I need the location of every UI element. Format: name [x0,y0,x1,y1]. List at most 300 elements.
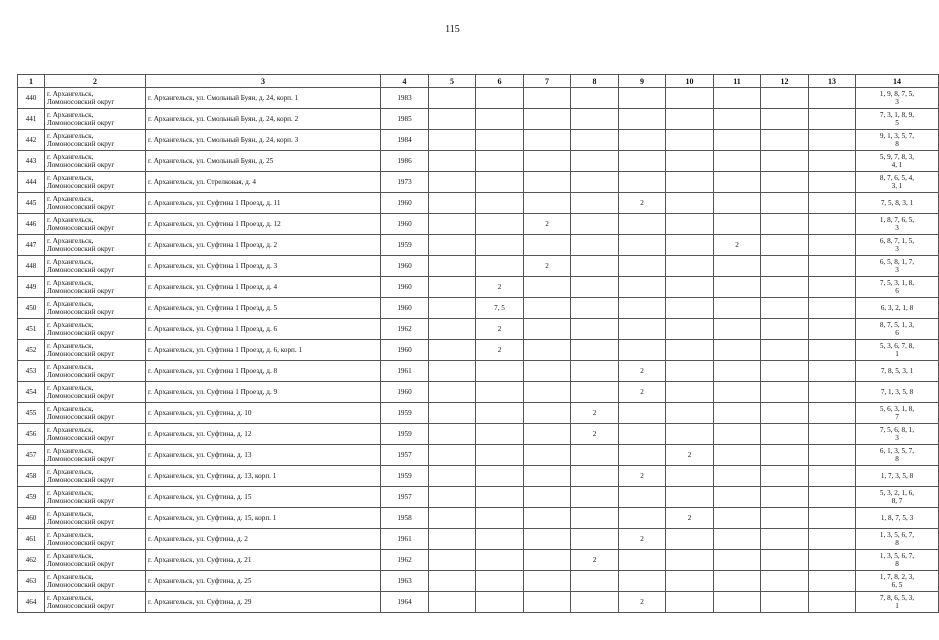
year-cell: 1961 [381,361,429,382]
region-cell [45,466,146,487]
year-cell: 1957 [381,445,429,466]
sequence-cell [856,172,939,193]
value-cell-12 [761,550,809,571]
year-cell: 1963 [381,571,429,592]
table-row [18,361,939,382]
sequence-cell-line: 6, 1, 3, 5, 7, [879,447,915,455]
value-cell-5 [429,319,476,340]
table-row [18,319,939,340]
value-cell-9: 2 [619,361,666,382]
address-cell: г. Архангельск, ул. Суфтина, д. 10 [146,403,381,424]
sequence-cell-line: 5, 9, 7, 8, 3, [879,153,915,161]
value-cell-7 [524,529,571,550]
address-cell: г. Архангельск, ул. Суфтина, д. 25 [146,571,381,592]
row-number: 444 [18,172,45,193]
sequence-cell-line: 1, 8, 7, 5, 3 [880,514,914,522]
value-cell-9 [619,88,666,109]
region-cell-line: г. Архангельск, [47,321,94,329]
sequence-cell [856,193,939,214]
value-cell-10 [666,172,714,193]
value-cell-9 [619,151,666,172]
value-cell-7 [524,319,571,340]
value-cell-11 [714,550,761,571]
region-cell [45,193,146,214]
value-cell-6: 7, 5 [476,298,524,319]
value-cell-7 [524,172,571,193]
region-cell [45,88,146,109]
value-cell-12 [761,172,809,193]
row-number: 447 [18,235,45,256]
row-number: 449 [18,277,45,298]
year-cell: 1973 [381,172,429,193]
value-cell-13 [809,529,856,550]
value-cell-8 [571,235,619,256]
value-cell-8 [571,592,619,613]
value-cell-12 [761,592,809,613]
address-cell: г. Архангельск, ул. Суфтина 1 Проезд, д. 12 [146,214,381,235]
value-cell-6 [476,235,524,256]
sequence-cell [856,403,939,424]
value-cell-7 [524,193,571,214]
table-row [18,193,939,214]
value-cell-11 [714,487,761,508]
value-cell-10 [666,529,714,550]
value-cell-13 [809,571,856,592]
value-cell-13 [809,214,856,235]
sequence-cell-line: 7, 3, 1, 8, 9, [879,111,915,119]
region-cell [45,550,146,571]
value-cell-8 [571,172,619,193]
address-cell: г. Архангельск, ул. Суфтина, д. 13, корп. 1 [146,466,381,487]
value-cell-8: 2 [571,424,619,445]
year-cell: 1960 [381,298,429,319]
value-cell-13 [809,445,856,466]
value-cell-8 [571,361,619,382]
value-cell-9: 2 [619,466,666,487]
region-cell [45,340,146,361]
address-cell: г. Архангельск, ул. Стрелковая, д. 4 [146,172,381,193]
value-cell-8 [571,382,619,403]
value-cell-8 [571,487,619,508]
address-cell: г. Архангельск, ул. Суфтина 1 Проезд, д. 11 [146,193,381,214]
sequence-cell-line: 9, 1, 3, 5, 7, [879,132,915,140]
column-header-2: 2 [45,75,146,88]
region-cell-line: Ломоносовский округ [47,392,115,400]
value-cell-11: 2 [714,235,761,256]
value-cell-10 [666,340,714,361]
table-row [18,424,939,445]
column-header-13: 13 [809,75,856,88]
value-cell-12 [761,403,809,424]
region-cell-line: г. Архангельск, [47,195,94,203]
sequence-cell-line: 6, 5, 8, 1, 7, [879,258,915,266]
value-cell-6 [476,214,524,235]
year-cell: 1985 [381,109,429,130]
value-cell-5 [429,508,476,529]
value-cell-11 [714,130,761,151]
address-cell: г. Архангельск, ул. Суфтина, д. 15, корп. 1 [146,508,381,529]
value-cell-5 [429,88,476,109]
table-row [18,277,939,298]
table-row [18,487,939,508]
column-header-9: 9 [619,75,666,88]
value-cell-13 [809,466,856,487]
value-cell-5 [429,382,476,403]
table-row [18,550,939,571]
region-cell-line: Ломоносовский округ [47,140,115,148]
sequence-cell [856,214,939,235]
value-cell-12 [761,256,809,277]
value-cell-6 [476,403,524,424]
table-row [18,256,939,277]
year-cell: 1958 [381,508,429,529]
value-cell-13 [809,340,856,361]
value-cell-10: 2 [666,508,714,529]
region-cell-line: г. Архангельск, [47,510,94,518]
value-cell-11 [714,319,761,340]
table-row [18,109,939,130]
address-cell: г. Архангельск, ул. Суфтина 1 Проезд, д. 6 [146,319,381,340]
value-cell-5 [429,172,476,193]
page-number: 115 [445,24,460,35]
row-number: 452 [18,340,45,361]
value-cell-10 [666,235,714,256]
region-cell [45,529,146,550]
row-number: 463 [18,571,45,592]
address-cell: г. Архангельск, ул. Суфтина 1 Проезд, д. 4 [146,277,381,298]
value-cell-12 [761,151,809,172]
value-cell-6 [476,487,524,508]
sequence-cell [856,571,939,592]
value-cell-7 [524,382,571,403]
value-cell-10 [666,571,714,592]
value-cell-10 [666,382,714,403]
value-cell-6 [476,592,524,613]
region-cell-line: г. Архангельск, [47,90,94,98]
sequence-cell-line: 5, 3, 6, 7, 8, [879,342,915,350]
value-cell-10: 2 [666,445,714,466]
value-cell-9 [619,424,666,445]
column-header-8: 8 [571,75,619,88]
value-cell-11 [714,151,761,172]
year-cell: 1957 [381,487,429,508]
buildings-table [17,74,939,613]
value-cell-13 [809,277,856,298]
value-cell-7 [524,109,571,130]
sequence-cell [856,382,939,403]
value-cell-13 [809,151,856,172]
region-cell-line: г. Архангельск, [47,426,94,434]
column-header-11: 11 [714,75,761,88]
value-cell-6 [476,130,524,151]
table-row [18,298,939,319]
address-cell: г. Архангельск, ул. Смольный Буян, д. 24, корп. 1 [146,88,381,109]
value-cell-12 [761,529,809,550]
region-cell-line: Ломоносовский округ [47,518,115,526]
sequence-cell-line: 3 [895,224,899,232]
row-number: 461 [18,529,45,550]
value-cell-8 [571,445,619,466]
value-cell-12 [761,319,809,340]
sequence-cell [856,256,939,277]
value-cell-12 [761,235,809,256]
value-cell-10 [666,403,714,424]
year-cell: 1962 [381,550,429,571]
row-number: 464 [18,592,45,613]
sequence-cell-line: 1, 3, 5, 6, 7, [879,552,915,560]
value-cell-9 [619,550,666,571]
value-cell-7 [524,151,571,172]
value-cell-11 [714,361,761,382]
value-cell-5 [429,361,476,382]
address-cell: г. Архангельск, ул. Суфтина 1 Проезд, д. 2 [146,235,381,256]
value-cell-12 [761,571,809,592]
address-cell: г. Архангельск, ул. Суфтина, д. 15 [146,487,381,508]
sequence-cell-line: 5, 3, 2, 1, 6, [879,489,915,497]
sequence-cell-line: 3, 1 [891,182,903,190]
region-cell-line: г. Архангельск, [47,405,94,413]
year-cell: 1960 [381,193,429,214]
value-cell-7 [524,445,571,466]
region-cell [45,361,146,382]
year-cell: 1986 [381,151,429,172]
value-cell-12 [761,193,809,214]
value-cell-7 [524,130,571,151]
sequence-cell-line: 1, 9, 8, 7, 5, [879,90,915,98]
value-cell-11 [714,529,761,550]
row-number: 455 [18,403,45,424]
value-cell-5 [429,298,476,319]
row-number: 460 [18,508,45,529]
sequence-cell [856,130,939,151]
table-row [18,382,939,403]
value-cell-13 [809,382,856,403]
row-number: 462 [18,550,45,571]
value-cell-5 [429,151,476,172]
value-cell-10 [666,109,714,130]
value-cell-9 [619,256,666,277]
year-cell: 1959 [381,466,429,487]
table-row [18,571,939,592]
year-cell: 1960 [381,277,429,298]
value-cell-8 [571,340,619,361]
year-cell: 1983 [381,88,429,109]
value-cell-11 [714,424,761,445]
value-cell-8 [571,88,619,109]
region-cell-line: г. Архангельск, [47,174,94,182]
value-cell-12 [761,214,809,235]
address-cell: г. Архангельск, ул. Суфтина, д. 12 [146,424,381,445]
region-cell-line: Ломоносовский округ [47,602,115,610]
address-cell: г. Архангельск, ул. Смольный Буян, д. 24, корп. 2 [146,109,381,130]
region-cell-line: г. Архангельск, [47,132,94,140]
region-cell-line: Ломоносовский округ [47,245,115,253]
region-cell-line: Ломоносовский округ [47,371,115,379]
sequence-cell [856,109,939,130]
value-cell-8 [571,256,619,277]
sequence-cell-line: 8, 7, 5, 1, 3, [879,321,915,329]
sequence-cell-line: 6, 8, 7, 1, 5, [879,237,915,245]
sequence-cell [856,445,939,466]
value-cell-7 [524,361,571,382]
region-cell-line: г. Архангельск, [47,573,94,581]
sequence-cell [856,298,939,319]
value-cell-13 [809,424,856,445]
address-cell: г. Архангельск, ул. Смольный Буян, д. 24, корп. 3 [146,130,381,151]
value-cell-10 [666,550,714,571]
table-row [18,340,939,361]
region-cell-line: Ломоносовский округ [47,98,115,106]
region-cell [45,277,146,298]
value-cell-11 [714,508,761,529]
sequence-cell-line: 1, 8, 7, 6, 5, [879,216,915,224]
value-cell-5 [429,193,476,214]
value-cell-13 [809,487,856,508]
column-header-1: 1 [18,75,45,88]
region-cell [45,592,146,613]
region-cell [45,298,146,319]
value-cell-8 [571,529,619,550]
region-cell-line: г. Архангельск, [47,447,94,455]
row-number: 454 [18,382,45,403]
value-cell-6 [476,151,524,172]
value-cell-7: 2 [524,256,571,277]
row-number: 446 [18,214,45,235]
row-number: 458 [18,466,45,487]
sequence-cell [856,508,939,529]
column-header-3: 3 [146,75,381,88]
sequence-cell [856,277,939,298]
value-cell-9 [619,487,666,508]
sequence-cell [856,151,939,172]
value-cell-12 [761,424,809,445]
value-cell-5 [429,235,476,256]
value-cell-6: 2 [476,277,524,298]
value-cell-10 [666,277,714,298]
value-cell-6 [476,571,524,592]
region-cell-line: Ломоносовский округ [47,350,115,358]
sequence-cell-line: 6 [895,329,899,337]
region-cell-line: г. Архангельск, [47,111,94,119]
value-cell-6 [476,445,524,466]
region-cell-line: Ломоносовский округ [47,287,115,295]
value-cell-12 [761,340,809,361]
address-cell: г. Архангельск, ул. Суфтина 1 Проезд, д. 9 [146,382,381,403]
year-cell: 1960 [381,340,429,361]
sequence-cell-line: 8, 7 [891,497,903,505]
column-header-10: 10 [666,75,714,88]
value-cell-9: 2 [619,193,666,214]
value-cell-10 [666,214,714,235]
region-cell-line: Ломоносовский округ [47,455,115,463]
region-cell [45,382,146,403]
address-cell: г. Архангельск, ул. Суфтина 1 Проезд, д. 5 [146,298,381,319]
value-cell-6: 2 [476,319,524,340]
value-cell-8 [571,130,619,151]
region-cell-line: г. Архангельск, [47,363,94,371]
value-cell-7 [524,550,571,571]
table-row [18,151,939,172]
row-number: 448 [18,256,45,277]
value-cell-11 [714,88,761,109]
value-cell-10 [666,466,714,487]
value-cell-9 [619,508,666,529]
region-cell [45,256,146,277]
value-cell-11 [714,592,761,613]
region-cell [45,130,146,151]
value-cell-10 [666,424,714,445]
value-cell-7 [524,424,571,445]
value-cell-10 [666,361,714,382]
value-cell-10 [666,151,714,172]
value-cell-7 [524,466,571,487]
value-cell-6 [476,550,524,571]
value-cell-13 [809,193,856,214]
value-cell-12 [761,277,809,298]
value-cell-12 [761,445,809,466]
value-cell-5 [429,445,476,466]
value-cell-13 [809,88,856,109]
address-cell: г. Архангельск, ул. Суфтина, д. 2 [146,529,381,550]
sequence-cell-line: 7, 5, 6, 8, 1, [879,426,915,434]
region-cell-line: г. Архангельск, [47,300,94,308]
value-cell-8 [571,109,619,130]
sequence-cell-line: 7, 5, 8, 3, 1 [880,199,914,207]
value-cell-5 [429,592,476,613]
year-cell: 1959 [381,424,429,445]
sequence-cell [856,319,939,340]
region-cell-line: г. Архангельск, [47,531,94,539]
value-cell-10 [666,319,714,340]
year-cell: 1960 [381,382,429,403]
value-cell-6 [476,424,524,445]
region-cell [45,487,146,508]
row-number: 459 [18,487,45,508]
value-cell-13 [809,235,856,256]
year-cell: 1964 [381,592,429,613]
row-number: 445 [18,193,45,214]
table-row [18,214,939,235]
value-cell-9 [619,445,666,466]
value-cell-5 [429,109,476,130]
region-cell-line: г. Архангельск, [47,153,94,161]
sequence-cell-line: 3 [895,245,899,253]
header-row [18,75,939,88]
value-cell-13 [809,130,856,151]
region-cell-line: г. Архангельск, [47,258,94,266]
value-cell-13 [809,319,856,340]
value-cell-11 [714,403,761,424]
sequence-cell [856,466,939,487]
value-cell-8 [571,151,619,172]
value-cell-11 [714,340,761,361]
sequence-cell-line: 1, 3, 5, 6, 7, [879,531,915,539]
value-cell-6: 2 [476,340,524,361]
sequence-cell [856,592,939,613]
region-cell-line: Ломоносовский округ [47,266,115,274]
row-number: 457 [18,445,45,466]
value-cell-13 [809,508,856,529]
value-cell-6 [476,508,524,529]
value-cell-12 [761,130,809,151]
sequence-cell-line: 4, 1 [891,161,903,169]
value-cell-11 [714,109,761,130]
region-cell [45,403,146,424]
region-cell-line: г. Архангельск, [47,384,94,392]
value-cell-11 [714,256,761,277]
value-cell-10 [666,193,714,214]
value-cell-10 [666,298,714,319]
